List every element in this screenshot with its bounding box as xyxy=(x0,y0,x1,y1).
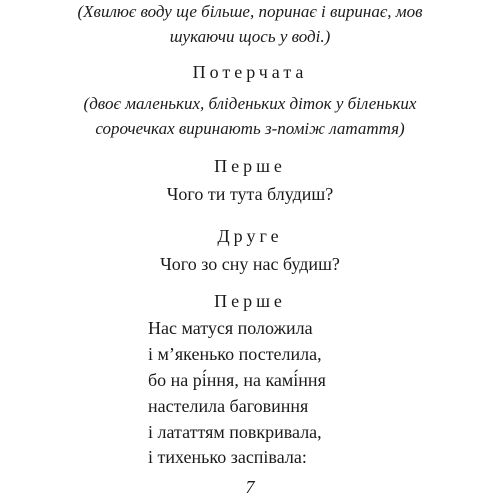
speaker-name: Потерчата xyxy=(192,62,308,82)
stage-direction-line: (Хвилює воду ще більше, поринає і виринає, мов xyxy=(77,2,423,21)
stage-direction-line: шукаючи щось у воді.) xyxy=(169,27,331,46)
speaker-name: Перше xyxy=(214,156,286,176)
dialogue-line: Чого ти тута блудиш? xyxy=(166,184,334,204)
verse-line: і тихенько заспівала: xyxy=(148,447,307,467)
stage-direction-line: (двоє маленьких, бліденьких діток у біленьких xyxy=(83,94,417,113)
verse-line: настелила баговиння xyxy=(148,396,309,416)
speaker-name: Перше xyxy=(214,291,286,311)
verse-line: Нас матуся положила xyxy=(148,318,313,338)
dialogue-line: Чого зо сну нас будиш? xyxy=(160,254,340,274)
verse-line: і м’якенько постелила, xyxy=(148,344,322,364)
stage-direction-line: сорочечках виринають з-поміж латаття) xyxy=(95,119,405,138)
verse-line: бо на рі́ння, на камі́ння xyxy=(148,370,326,390)
page-number: 7 xyxy=(245,477,255,497)
speaker-name: Друге xyxy=(217,226,283,246)
verse-line: і лататтям повкривала, xyxy=(148,422,322,442)
